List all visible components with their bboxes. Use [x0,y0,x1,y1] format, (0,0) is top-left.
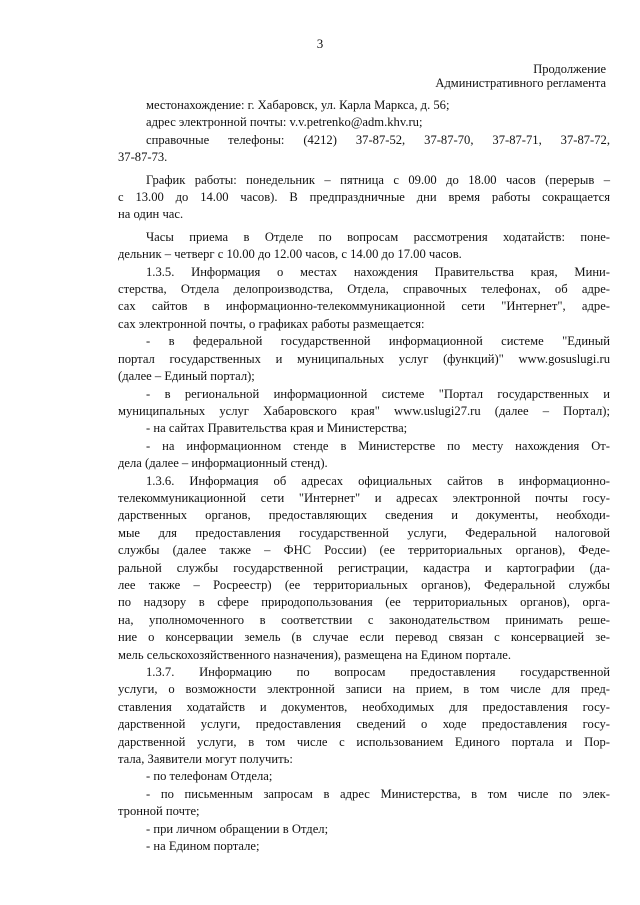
text-line: - на Едином портале; [146,839,260,854]
text-line: ставления ходатайств и документов, необходимых для предоставления госу- [118,699,610,714]
text-line: 37-87-73. [118,150,168,165]
continuation-label: Продолжение [533,62,606,76]
text-line: ральной службы государственной регистрации, кадастра и картографии (да- [118,560,610,575]
text-line: местонахождение: г. Хабаровск, ул. Карла Маркса, д. 56; [146,98,450,112]
text-line: - в федеральной государственной информационной системе "Единый [146,334,610,349]
text-line: - на сайтах Правительства края и Министерства; [146,421,408,436]
text-line: - по телефонам Отдела; [146,769,273,784]
text-line: службы (далее также – ФНС России) (ее территориальных органов), Феде- [118,543,610,558]
text-line: стерства, Отдела делопроизводства, Отдела, справочных телефонах, об адре- [118,282,610,297]
text-line: - при личном обращении в Отдел; [146,821,329,836]
text-line: сах сайтов в информационно-телекоммуникационной сети "Интернет", адре- [118,299,610,314]
text-line: на один час. [118,207,184,222]
text-line: 1.3.7. Информацию по вопросам предоставления государственной [146,665,610,679]
text-line: ние о консервации земель (в случае если перевод связан с консервацией зе- [118,630,610,645]
text-line: портал государственных и муниципальных услуг (функций)" www.gosuslugi.ru [118,351,610,366]
text-line: (далее – Единый портал); [118,369,255,384]
text-line: телекоммуникационной сети "Интернет" и адресах электронной почты госу- [118,490,610,505]
text-line: мель сельскохозяйственного назначения), размещена на Едином портале. [118,647,512,662]
text-line: - на информационном стенде в Министерстве по месту нахождения От- [146,438,610,453]
text-line: 1.3.6. Информация об адресах официальных сайтов в информационно- [146,473,610,488]
text-line: по надзору в сфере природопользования (ее территориальных органов), орга- [118,595,610,610]
text-line: 1.3.5. Информация о местах нахождения Правительства края, Мини- [146,264,610,279]
text-line: на, уполномоченного в соответствии с законодательством принимать реше- [118,612,610,627]
text-line: - по письменным запросам в адрес Министерства, в том числе по элек- [146,786,610,801]
text-line: сах электронной почты, о графиках работы размещается: [118,316,425,331]
text-line: дарственной услуги, в том числе с использованием Единого портала и Пор- [118,734,610,749]
text-line: лее также – Росреестр) (ее территориальных органов), Федеральной службы [118,577,610,592]
text-line: тронной почте; [118,804,200,819]
body-text [118,97,610,855]
text-line: с 13.00 до 14.00 часов). В предпраздничные дни время работы сокращается [118,190,610,205]
text-line: дела (далее – информационный стенд). [118,456,328,471]
text-line: муниципальных услуг Хабаровского края" www.uslugi27.ru (далее – Портал); [118,403,610,418]
text-line: справочные телефоны: (4212) 37-87-52, 37-87-70, 37-87-71, 37-87-72, [146,132,610,147]
text-line: График работы: понедельник – пятница с 09.00 до 18.00 часов (перерыв – [146,172,610,187]
text-line: дарственной услуги, предоставления сведений о ходе предоставления госу- [118,717,610,732]
regulation-label: Административного регламента [435,76,606,90]
text-line: Часы приема в Отделе по вопросам рассмотрения ходатайств: поне- [146,229,610,244]
text-line: адрес электронной почты: v.v.petrenko@adm.khv.ru; [146,115,423,130]
text-line: - в региональной информационной системе "Портал государственных и [146,386,610,401]
page-number: 3 [316,36,324,51]
continuation-header [435,62,606,90]
text-line: дельник – четверг с 10.00 до 12.00 часов, с 14.00 до 17.00 часов. [118,247,462,262]
text-line: дарственных органов, предоставляющих сведения и документы, необходи- [118,508,610,523]
text-line: услуги, о возможности электронной записи на прием, в том числе для пред- [118,682,610,697]
text-line: тала, Заявители могут получить: [118,752,293,767]
text-line: мые для предоставления государственной услуги, Федеральной налоговой [118,525,610,540]
